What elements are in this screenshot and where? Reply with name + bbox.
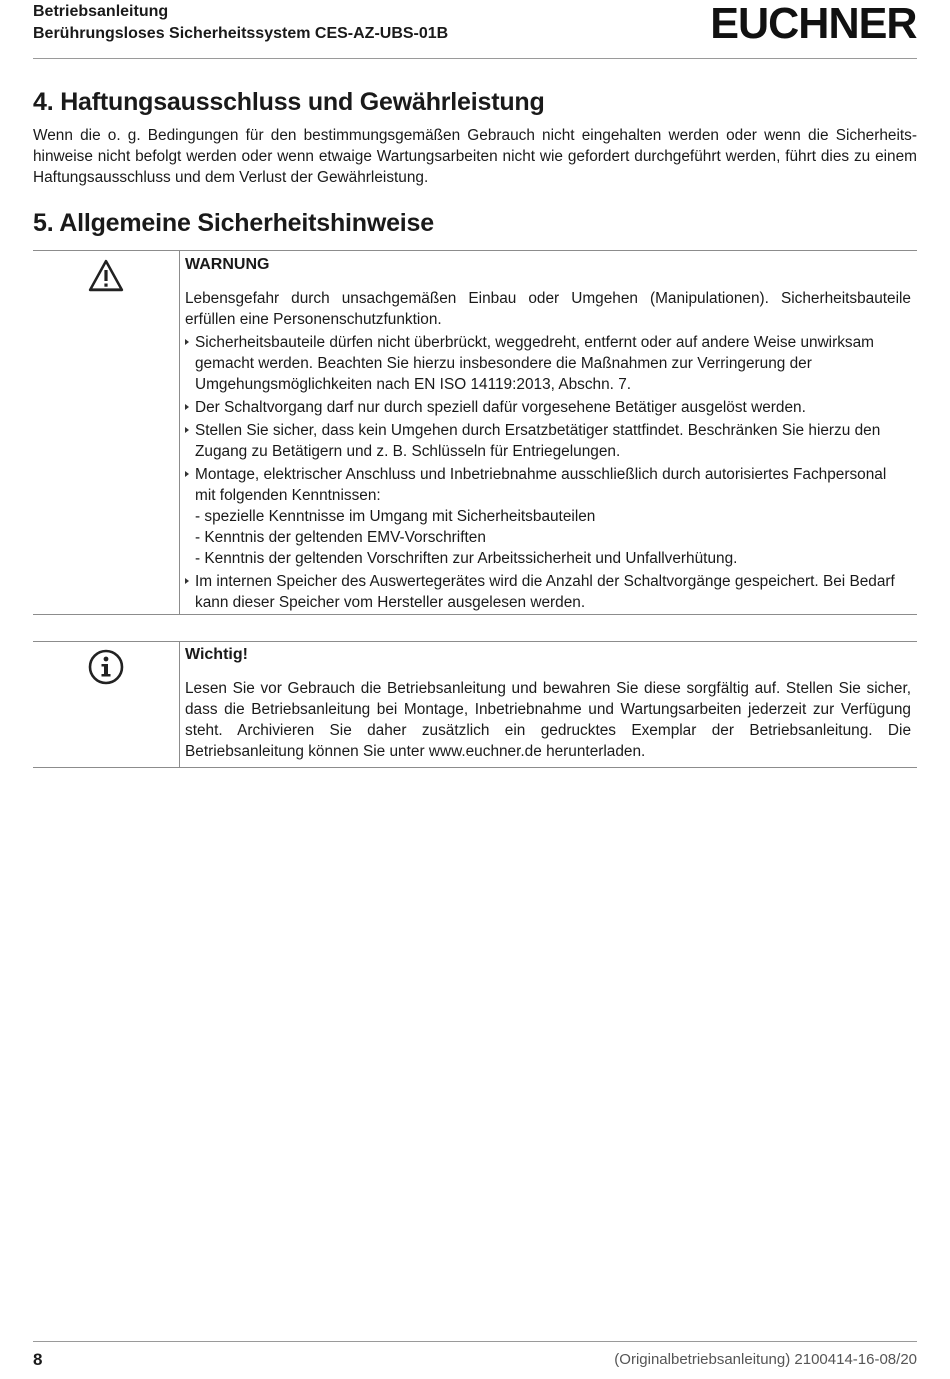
warning-label: WARNUNG xyxy=(185,256,270,273)
info-label: Wichtig! xyxy=(185,646,248,663)
list-item-text: Im internen Speicher des Auswertegerätes wird die Anzahl der Schaltvorgänge gespeichert. Bei Bedarf kann dieser Speicher vom Hersteller ausgelesen werden. xyxy=(195,573,895,611)
info-box xyxy=(33,641,917,768)
list-item xyxy=(185,464,911,569)
warning-content xyxy=(185,251,911,615)
list-item xyxy=(185,332,911,395)
page-number: 8 xyxy=(33,1350,43,1369)
info-text: Lesen Sie vor Gebrauch die Betriebsanleitung und bewahren Sie diese sorgfältig auf. Stellen Sie sicher, dass die Betriebsanleitung bei Montage, Inbetriebnahme und Wartungsarbeiten jederzeit zur Verfügung steht. Archivieren Sie daher zusätzlich ein gedrucktes Exemplar der Betriebsanleitung. Die Betriebsanleitung können Sie unter www.euchner.de herunterladen. xyxy=(185,680,911,760)
list-item-text: Montage, elektrischer Anschluss und Inbetriebnahme ausschließlich durch autorisiertes Fachpersonal mit folgenden Kenntnissen: xyxy=(195,466,887,504)
list-item xyxy=(185,420,911,462)
list-item-text: Stellen Sie sicher, dass kein Umgehen durch Ersatzbetätiger stattfindet. Beschränken Sie hierzu den Zugang zu Betätigern und z. B. Schlüsseln für Entriegelungen. xyxy=(195,422,881,460)
list-item-text: Sicherheitsbauteile dürfen nicht überbrückt, weggedreht, entfernt oder auf andere Weise unwirksam gemacht werden. Beachten Sie hierzu insbesondere die Maßnahmen zur Verringerung der Umgehungsmöglichkeiten nach EN ISO 14119:2013, Abschn. 7. xyxy=(195,334,874,393)
column-separator xyxy=(179,251,180,614)
warning-triangle-icon xyxy=(87,257,125,295)
sub-item: - Kenntnis der geltenden Vorschriften zur Arbeitssicherheit und Unfallverhütung. xyxy=(195,550,738,567)
column-separator xyxy=(179,642,180,767)
document-title: Berührungsloses Sicherheitssystem CES-AZ-UBS-01B xyxy=(33,25,449,42)
list-item xyxy=(185,571,911,613)
sub-item: - Kenntnis der geltenden EMV-Vorschriften xyxy=(195,529,486,546)
document-type: Betriebsanleitung xyxy=(33,3,169,20)
page-footer xyxy=(33,1341,917,1379)
warning-list xyxy=(185,332,911,613)
page-header xyxy=(33,0,917,59)
list-item xyxy=(185,397,911,418)
section-4-body: Wenn die o. g. Bedingungen für den bestimmungsgemäßen Gebrauch nicht eingehalten werden oder wenn die Sicherheitshinweise nicht befolgt werden oder wenn etwaige Wartungsarbeiten nicht wie gefordert durchgeführt werden, führt dies zu einem Haftungsausschluss und dem Verlust der Gewährleistung. xyxy=(33,127,917,186)
sub-item: - spezielle Kenntnisse im Umgang mit Sicherheitsbauteilen xyxy=(195,508,596,525)
info-content xyxy=(185,642,911,762)
warning-intro: Lebensgefahr durch unsachgemäßen Einbau oder Umgehen (Manipulationen). Sicherheitsbauteile erfüllen eine Personenschutzfunktion. xyxy=(185,290,911,328)
info-icon xyxy=(87,648,125,686)
euchner-logo: EUCHNER xyxy=(710,0,917,48)
section-5-heading: 5. Allgemeine Sicherheitshinweise xyxy=(33,209,434,237)
section-4-heading: 4. Haftungsausschluss und Gewährleistung xyxy=(33,88,545,116)
list-item-text: Der Schaltvorgang darf nur durch speziell dafür vorgesehene Betätiger ausgelöst werden. xyxy=(195,399,806,416)
warning-box xyxy=(33,250,917,615)
document-reference: (Originalbetriebsanleitung) 2100414-16-08/20 xyxy=(614,1351,917,1368)
